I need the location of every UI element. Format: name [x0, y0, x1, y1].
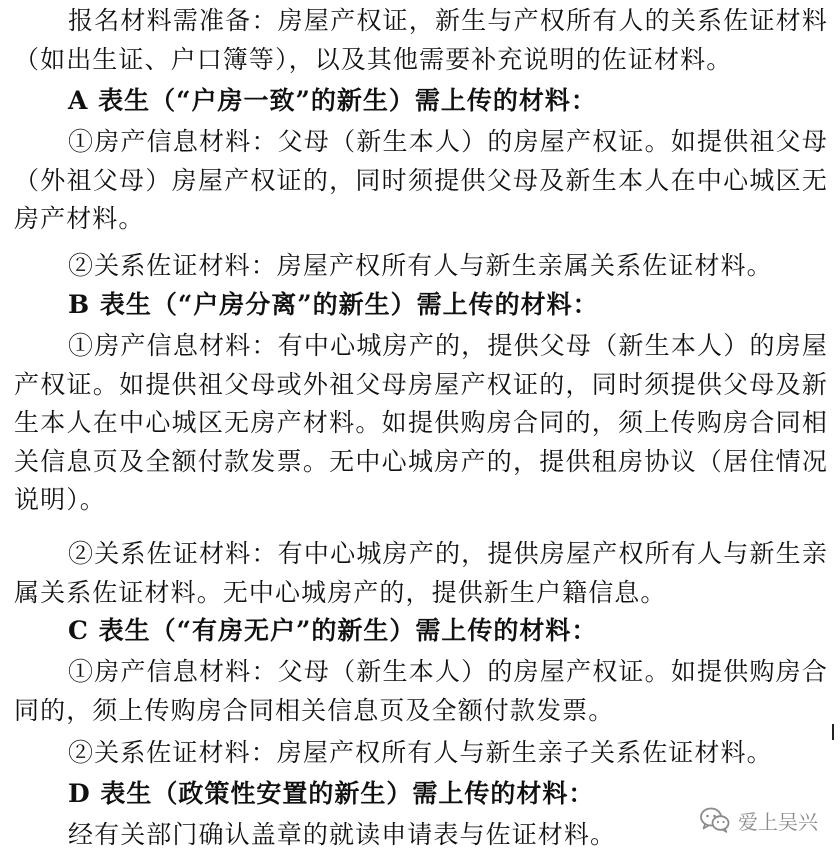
heading-d-category: D 表生（政策性安置的新生）需上传的材料： — [68, 779, 595, 808]
heading-a-category: A 表生（“户房一致”的新生）需上传的材料： — [68, 86, 597, 115]
paragraph-c-relation: ②关系佐证材料：房屋产权所有人与新生亲子关系佐证材料。 — [68, 738, 773, 767]
wechat-icon — [700, 807, 730, 833]
paragraph-a-relation: ②关系佐证材料：房屋产权所有人与新生亲属关系佐证材料。 — [68, 251, 773, 280]
paragraph-b-relation: ②关系佐证材料：有中心城房产的，提供房屋产权所有人与新生亲属关系佐证材料。无中心城房产的，提供新生户籍信息。 — [14, 539, 828, 607]
paragraph-materials-intro: 报名材料需准备：房屋产权证，新生与产权所有人的关系佐证材料（如出生证、户口簿等），以及其他需要补充说明的佐证材料。 — [14, 6, 828, 74]
paragraph-d-materials: 经有关部门确认盖章的就读申请表与佐证材料。 — [68, 820, 617, 849]
watermark-text: 爱上吴兴 — [738, 809, 818, 834]
paragraph-c-property: ①房产信息材料：父母（新生本人）的房屋产权证。如提供购房合同的，须上传购房合同相关信息页及全额付款发票。 — [14, 657, 828, 725]
paragraph-b-property: ①房产信息材料：有中心城房产的，提供父母（新生本人）的房屋产权证。如提供祖父母或外祖父母房屋产权证的，同时须提供父母及新生本人在中心城区无房产材料。如提供购房合同的，须上传购房合同相关信息页及全额付款发票。无中心城房产的，提供租房协议（居住情况说明）。 — [14, 331, 828, 514]
heading-b-category: B 表生（“户房分离”的新生）需上传的材料： — [68, 290, 599, 319]
watermark — [700, 804, 818, 836]
edge-mark — [832, 724, 834, 740]
paragraph-a-property: ①房产信息材料：父母（新生本人）的房屋产权证。如提供祖父母（外祖父母）房屋产权证的，同时须提供父母及新生本人在中心城区无房产材料。 — [14, 127, 828, 233]
heading-c-category: C 表生（“有房无户”的新生）需上传的材料： — [68, 616, 598, 645]
